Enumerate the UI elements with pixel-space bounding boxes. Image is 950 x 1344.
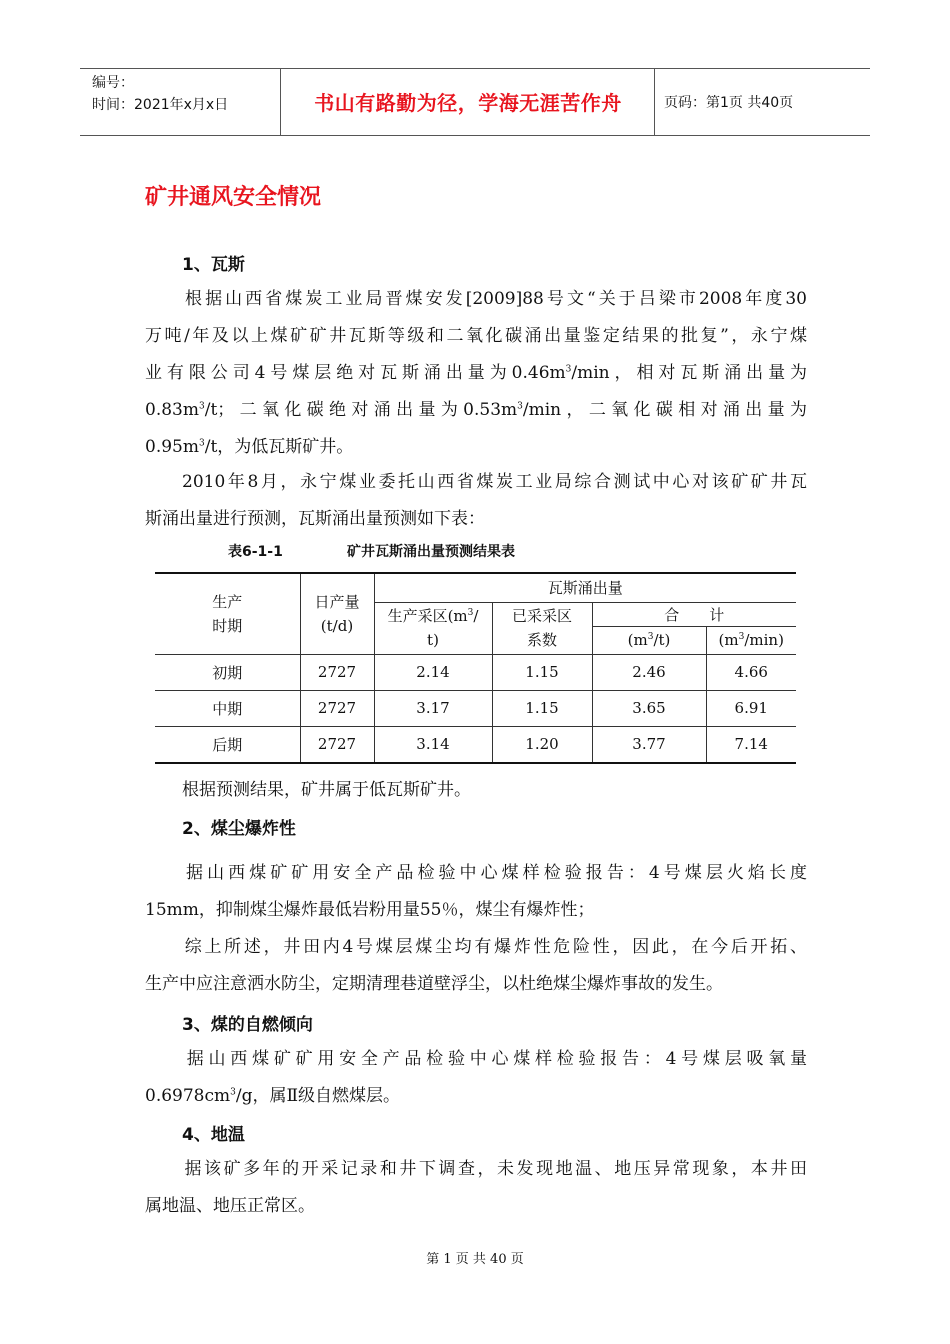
- header-mined-zone-coefficient: 已采采区 系数: [492, 602, 592, 654]
- table-title: 矿井瓦斯涌出量预测结果表: [347, 544, 515, 560]
- gas-conclusion: 根据预测结果，矿井属于低瓦斯矿井。: [182, 780, 471, 800]
- dust-paragraph-2: 综上所述，井田内4号煤层煤尘均有爆炸性危险性，因此，在今后开拓、 生产中应注意洒水防尘，定期清理巷道壁浮尘，以杜绝煤尘爆炸事故的发生。: [145, 937, 807, 994]
- header-total: 合 计: [592, 602, 796, 626]
- header-page-number: 页码：第1页 共40页: [664, 94, 794, 111]
- gas-paragraph-2: 2010年8月，永宁煤业委托山西省煤炭工业局综合测试中心对该矿矿井瓦 斯涌出量进行预测，瓦斯涌出量预测如下表：: [145, 472, 807, 529]
- header-meta: [92, 72, 228, 116]
- section-heading-gas: 1、瓦斯: [182, 255, 245, 275]
- header-period: 生产 时期: [155, 573, 300, 654]
- header-unit-per-ton: $(m^3/t)$: [592, 626, 706, 654]
- header-unit-per-min: $(m^3/\min)$: [706, 626, 796, 654]
- header-date: 时间：2021年x月x日: [92, 97, 229, 113]
- header-divider-right: [654, 68, 655, 135]
- header-gas-emission: 瓦斯涌出量: [374, 573, 796, 602]
- header-motto: 书山有路勤为径，学海无涯苦作舟: [314, 91, 622, 115]
- header-production-zone: 生产采区($m^3/$ t): [374, 602, 492, 654]
- page-title: 矿井通风安全情况: [145, 185, 322, 210]
- table-row: 中期 2727 3.17 1.15 3.65 6.91: [155, 690, 796, 726]
- dust-paragraph-1: 据山西煤矿矿用安全产品检验中心煤样检验报告：4号煤层火焰长度 15mm，抑制煤尘爆炸最低岩粉用量55％，煤尘有爆炸性；: [145, 863, 807, 920]
- gas-forecast-table: [155, 572, 796, 764]
- table-number: 表6-1-1: [228, 544, 283, 560]
- section-heading-temperature: 4、地温: [182, 1125, 245, 1145]
- section-heading-combustion: 3、煤的自燃倾向: [182, 1015, 313, 1035]
- combustion-paragraph: 据山西煤矿矿用安全产品检验中心煤样检验报告：4号煤层吸氧量 $0.6978cm^3/g$，属Ⅱ级自燃煤层。: [145, 1049, 807, 1106]
- table-row: 后期 2727 3.14 1.20 3.77 7.14: [155, 726, 796, 763]
- section-heading-dust: 2、煤尘爆炸性: [182, 819, 296, 839]
- table-row: 初期 2727 2.14 1.15 2.46 4.66: [155, 654, 796, 690]
- temperature-paragraph: 据该矿多年的开采记录和井下调查，未发现地温、地压异常现象，本井田 属地温、地压正常区。: [145, 1159, 807, 1216]
- header-daily-output: 日产量 (t/d): [300, 573, 374, 654]
- header-bottom-rule: [80, 135, 870, 136]
- header-divider-left: [280, 68, 281, 135]
- gas-paragraph-1: 根据山西省煤炭工业局晋煤安发[2009]88号文“关于吕梁市2008年度30 万吨/年及以上煤矿矿井瓦斯等级和二氧化碳涌出量鉴定结果的批复”，永宁煤 业有限公司4号煤层绝对瓦斯涌出量为$0.46m^3/\min$，相对瓦斯涌出量为 $0.83m^3/t$；二氧化碳绝对涌出量为$0.53m^3/\min$，二氧化碳相对涌出量为 $0.95m^3/t$，为低瓦斯矿井。: [145, 289, 807, 457]
- header-number: 编号：: [92, 75, 134, 91]
- page-footer: 第 1 页 共 40 页: [426, 1252, 524, 1267]
